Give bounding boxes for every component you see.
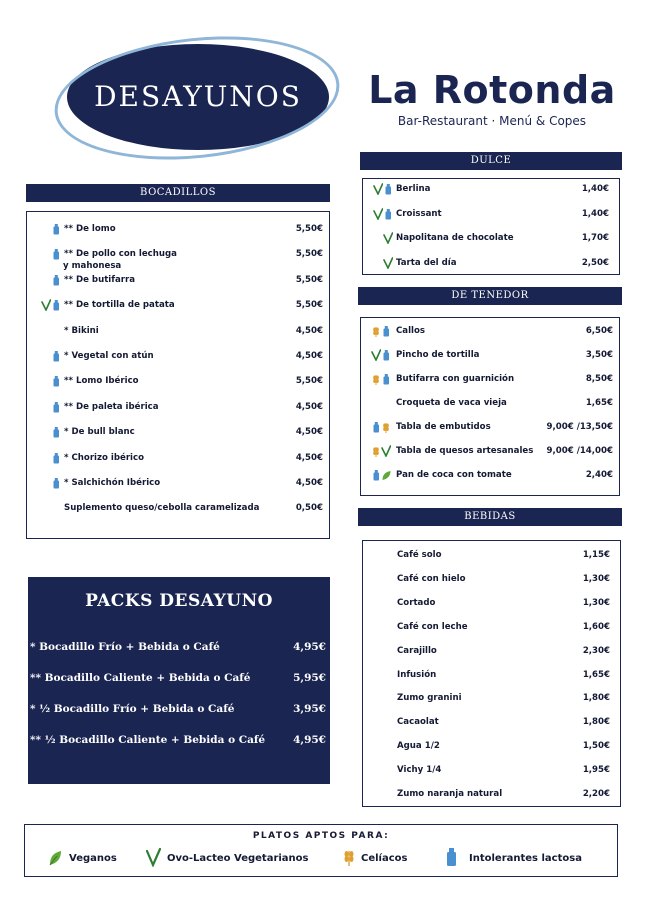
menu-item-name: * Bikini [64,325,99,336]
menu-item [363,573,620,597]
menu-item-name: Zumo granini [397,693,462,704]
ovo-lacto-vegetarian-icon [371,349,381,361]
lactose-free-bottle-icon [381,373,391,385]
lactose-free-bottle-icon [383,183,393,195]
lactose-free-bottle-icon [443,847,459,867]
diet-icons [37,350,65,362]
menu-item-name: Napolitana de chocolate [396,233,514,243]
vegan-leaf-icon [381,469,391,481]
diet-icons [367,349,395,361]
menu-item-price: 1,15€ [582,550,610,560]
diet-icons [367,373,395,385]
menu-item [27,426,329,450]
diet-icons [369,257,397,269]
lactose-free-bottle-icon [51,350,61,362]
diet-icons [369,232,397,244]
diet-icons [37,477,65,489]
pack-item-price: 5,95€ [293,672,326,684]
menu-item-name: Tarta del día [396,257,457,268]
bebidas-heading: BEBIDAS [358,508,622,526]
lactose-free-bottle-icon [51,274,61,286]
menu-item-price: 1,80€ [582,717,610,728]
menu-item [27,325,329,349]
menu-item [361,469,619,493]
menu-item-price: 9,00€ /14,00€ [546,446,613,456]
menu-item [361,373,619,397]
ovo-lacto-vegetarian-icon [383,257,393,269]
menu-item-name: Pincho de tortilla [396,350,480,360]
lactose-free-bottle-icon [51,401,61,413]
menu-item-price: 1,50€ [582,741,610,752]
lactose-free-bottle-icon [51,452,61,464]
menu-item-name: * De bull blanc [64,427,135,438]
menu-item-name: Cortado [397,597,436,608]
legend-gluten: Celíacos [361,853,408,864]
menu-item-price: 4,50€ [295,427,323,438]
menu-item [27,299,329,323]
menu-item [363,740,620,764]
menu-item-price: 1,65€ [582,669,610,680]
diet-icons [367,397,395,409]
diet-icons [369,764,397,776]
diet-icons [369,621,397,633]
menu-item-name: Suplemento queso/cebolla caramelizada [64,503,260,514]
diet-icons [369,716,397,728]
legend-title: PLATOS APTOS PARA: [252,831,390,841]
menu-item-name: * Vegetal con atún [64,351,154,361]
menu-item [27,223,329,247]
menu-item-price: 2,30€ [582,645,610,656]
menu-item [27,477,329,501]
legend-lactose: Intolerantes lactosa [469,853,582,864]
gluten-free-wheat-icon [371,445,381,457]
pack-item-price: 4,95€ [293,641,326,653]
menu-item-name: ** De pollo con lechuga [64,249,177,260]
menu-item-name: Butifarra con guarnición [396,374,515,384]
menu-item-name: Zumo naranja natural [397,789,503,799]
menu-item-name: Croissant [396,208,442,219]
diet-icons [369,597,397,609]
menu-item-name: ** De paleta ibérica [64,401,159,412]
menu-item-name: Infusión [397,669,437,680]
lactose-free-bottle-icon [381,349,391,361]
menu-item [361,325,619,349]
diet-icons [37,401,65,413]
menu-item [363,764,620,788]
menu-item-name: ** Lomo Ibérico [64,376,139,387]
menu-item-price: 2,20€ [582,789,610,799]
menu-item [361,421,619,445]
diet-icons [37,248,65,260]
diet-icons [369,208,397,220]
menu-item [27,248,329,272]
lactose-free-bottle-icon [51,299,61,311]
menu-item-name: Café solo [397,550,442,560]
diet-icons [367,325,395,337]
packs-title: PACKS DESAYUNO [85,591,273,611]
menu-item-price: 1,60€ [582,621,610,632]
menu-item-name: Tabla de quesos artesanales [396,446,534,456]
diet-icons [369,740,397,752]
menu-item-name: Café con leche [397,621,468,632]
dulce-heading: DULCE [360,152,622,170]
menu-item-price: 1,30€ [582,573,610,584]
lactose-free-bottle-icon [371,421,381,433]
dulce-list [362,178,620,275]
menu-item-price: 5,50€ [295,300,323,311]
menu-item [361,349,619,373]
menu-item [361,397,619,421]
menu-item-name: Cacaolat [397,717,439,728]
menu-item [363,597,620,621]
diet-icons [37,299,65,311]
diet-icons [369,692,397,704]
menu-item-price: 0,50€ [295,503,323,514]
pack-item-name: * ½ Bocadillo Frío + Bebida o Café [30,703,235,715]
menu-item [27,375,329,399]
diet-icons [37,426,65,438]
diet-icons [367,421,395,433]
menu-item-price: 9,00€ /13,50€ [546,422,613,432]
diet-icons [37,452,65,464]
menu-item-price: 6,50€ [585,326,613,336]
menu-item-name: Pan de coca con tomate [396,470,512,480]
menu-item-name: ** De butifarra [64,274,136,285]
menu-item-name: ** De tortilla de patata [64,300,175,311]
page-title: DESAYUNOS [94,80,302,113]
menu-item-price: 2,40€ [585,470,613,480]
menu-item-name: Café con hielo [397,573,466,584]
gluten-free-wheat-icon [371,373,381,385]
lactose-free-bottle-icon [383,208,393,220]
menu-item [363,645,620,669]
menu-item-price: 5,50€ [295,224,323,234]
menu-item-name-line2: y mahonesa [63,261,122,272]
tenedor-list [360,317,620,496]
menu-item-price: 1,40€ [581,208,609,219]
menu-item-price: 1,80€ [582,693,610,704]
tenedor-heading: DE TENEDOR [358,287,622,305]
menu-item-name: Tabla de embutidos [396,422,491,432]
menu-item-name: * Chorizo ibérico [64,452,145,463]
vegan-leaf-icon [47,847,63,867]
ovo-lacto-vegetarian-icon [381,445,391,457]
brand-name: La Rotonda [368,68,616,112]
diet-icons [369,573,397,585]
menu-item-price: 1,40€ [581,184,609,194]
gluten-free-wheat-icon [371,325,381,337]
lactose-free-bottle-icon [381,325,391,337]
menu-item-name: ** De lomo [64,224,116,234]
menu-item [363,549,620,573]
menu-item-price: 1,65€ [585,398,613,408]
menu-item [363,669,620,693]
bocadillos-heading: BOCADILLOS [26,184,330,202]
lactose-free-bottle-icon [371,469,381,481]
ovo-lacto-vegetarian-icon [145,847,161,867]
diet-icons [37,375,65,387]
menu-item-price: 8,50€ [585,374,613,384]
menu-item-price: 4,50€ [295,478,323,488]
brand-subtitle: Bar-Restaurant · Menú & Copes [397,114,587,128]
menu-item [363,232,619,256]
menu-item [363,257,619,281]
diet-icons [37,274,65,286]
pack-item-price: 3,95€ [293,703,326,715]
lactose-free-bottle-icon [51,248,61,260]
diet-icons [369,645,397,657]
diet-icons [367,445,395,457]
menu-item-name: Carajillo [397,645,437,656]
diet-icons [369,549,397,561]
menu-item-price: 5,50€ [295,376,323,387]
gluten-free-wheat-icon [341,847,357,867]
ovo-lacto-vegetarian-icon [383,232,393,244]
pack-item-price: 4,95€ [293,734,326,746]
menu-item [27,401,329,425]
pack-item-name: ** Bocadillo Caliente + Bebida o Café [30,672,251,684]
diet-icons [37,502,65,514]
bebidas-list [362,540,621,807]
diet-icons [369,183,397,195]
menu-item [27,502,329,526]
menu-item-name: Callos [396,326,426,336]
menu-item-price: 1,30€ [582,597,610,608]
menu-item-name: Croqueta de vaca vieja [396,398,507,408]
menu-item-name: Agua 1/2 [397,741,440,752]
menu-item [363,208,619,232]
menu-item-price: 1,70€ [581,233,609,243]
menu-item [27,350,329,374]
legend-ovo: Ovo-Lacteo Vegetarianos [167,853,309,864]
menu-item-price: 1,95€ [582,765,610,776]
menu-item-price: 5,50€ [295,249,323,260]
gluten-free-wheat-icon [381,421,391,433]
menu-item-price: 4,50€ [295,351,323,361]
menu-item-price: 4,50€ [295,452,323,463]
ovo-lacto-vegetarian-icon [41,299,51,311]
menu-item-price: 4,50€ [295,325,323,336]
menu-item [361,445,619,469]
menu-item-price: 3,50€ [585,350,613,360]
menu-item-name: * Salchichón Ibérico [64,478,161,488]
lactose-free-bottle-icon [51,477,61,489]
menu-item-price: 5,50€ [295,274,323,285]
diet-icons [369,788,397,800]
diet-icons [37,325,65,337]
diet-icons [37,223,65,235]
menu-item-price: 2,50€ [581,257,609,268]
legend-vegan: Veganos [69,853,117,864]
pack-item-name: ** ½ Bocadillo Caliente + Bebida o Café [30,734,266,746]
ovo-lacto-vegetarian-icon [373,183,383,195]
menu-item [363,788,620,812]
menu-item-name: Vichy 1/4 [397,765,442,776]
menu-item-price: 4,50€ [295,401,323,412]
menu-item [363,716,620,740]
menu-item [27,452,329,476]
lactose-free-bottle-icon [51,375,61,387]
menu-item [363,621,620,645]
bocadillos-list [26,211,330,539]
lactose-free-bottle-icon [51,223,61,235]
menu-item-name: Berlina [396,184,431,194]
diet-icons [369,669,397,681]
lactose-free-bottle-icon [51,426,61,438]
diet-icons [367,469,395,481]
menu-item [363,692,620,716]
menu-item [363,183,619,207]
menu-item [27,274,329,298]
packs-panel [28,577,330,784]
legend [24,824,618,877]
pack-item-name: * Bocadillo Frío + Bebida o Café [30,641,220,653]
ovo-lacto-vegetarian-icon [373,208,383,220]
